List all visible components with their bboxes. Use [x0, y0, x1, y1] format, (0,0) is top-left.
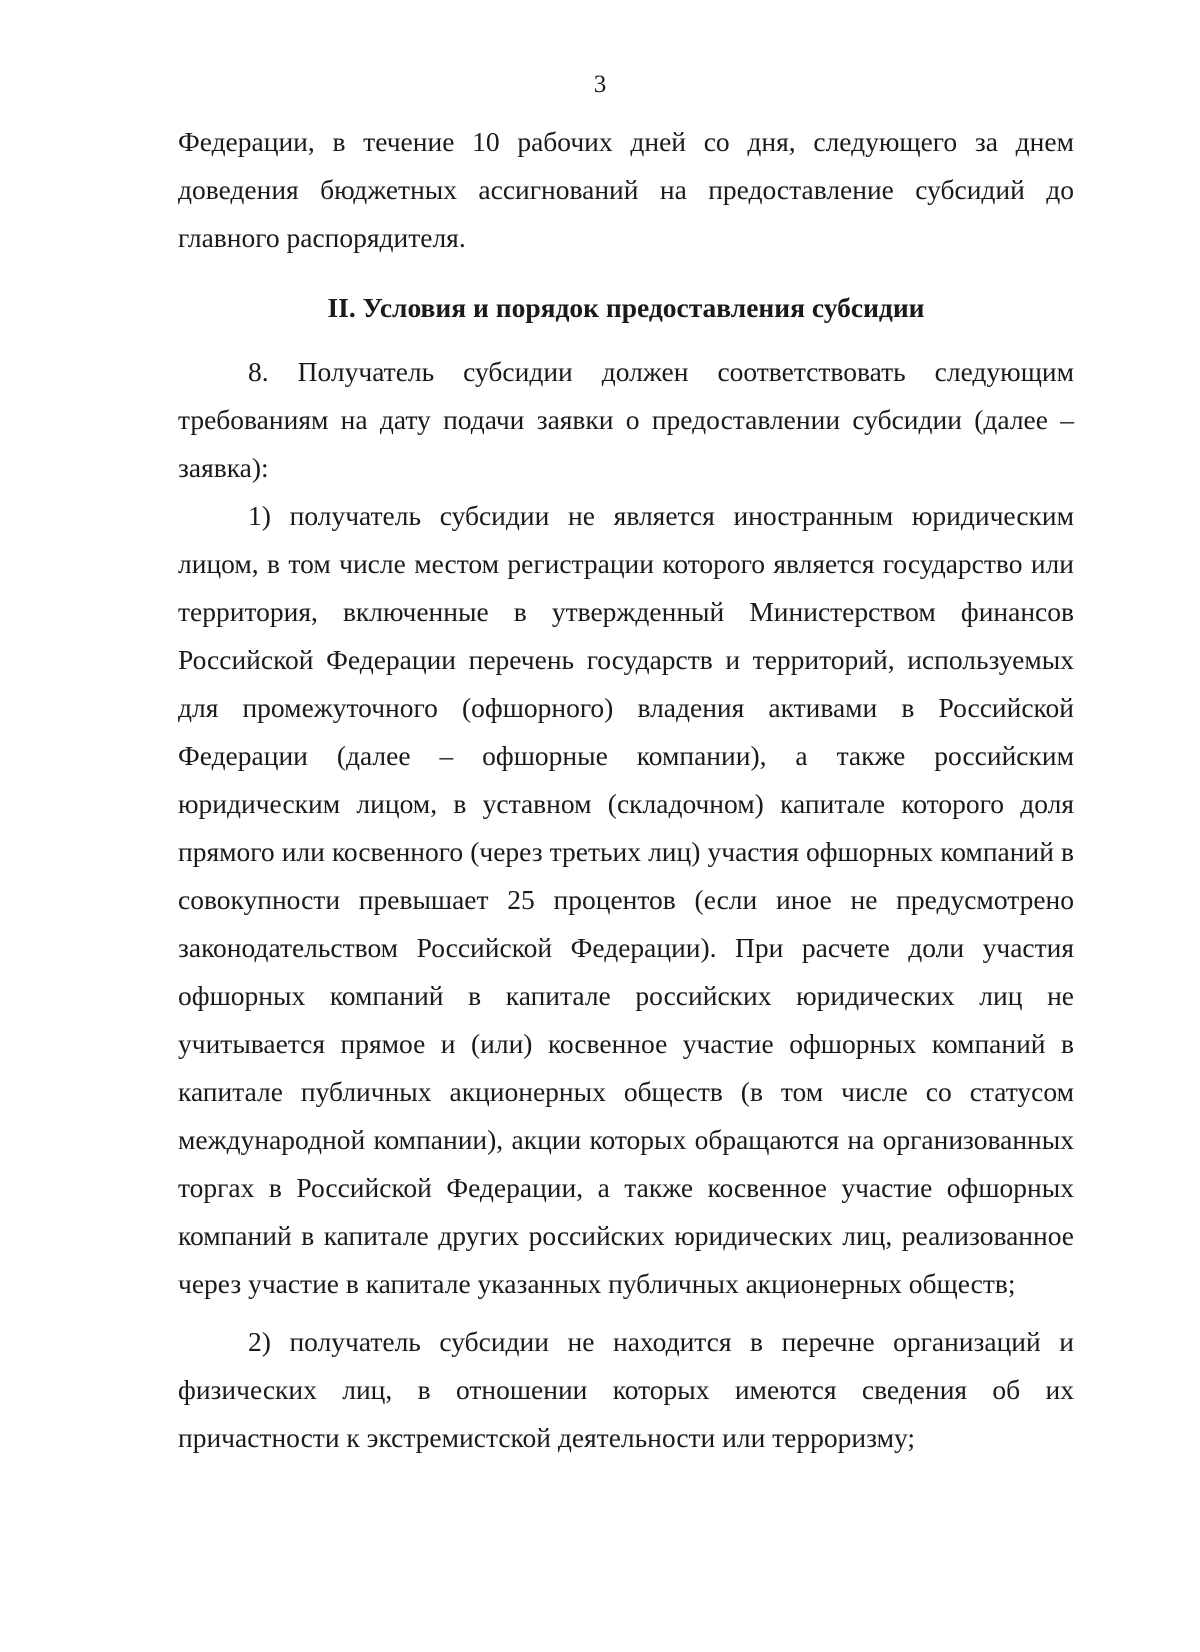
document-body — [178, 118, 1074, 1462]
paragraph-subitem-2: 2) получатель субсидии не находится в перечне организаций и физических лиц, в отношении которых имеются сведения об их причастности к экстремистской деятельности или терроризму; — [178, 1326, 1074, 1453]
paragraph-item-8: 8. Получатель субсидии должен соответствовать следующим требованиям на дату подачи заявки о предоставлении субсидии (далее – заявка): — [178, 356, 1074, 483]
paragraph-subitem-1: 1) получатель субсидии не является иностранным юридическим лицом, в том числе местом регистрации которого является государство или территория, включенные в утвержденный Министерством финансов Российской Федерации перечень государств и территорий, используемых для промежуточного (офшорного) владения активами в Российской Федерации (далее – офшорные компании), а также российским юридическим лицом, в уставном (складочном) капитале которого доля прямого или косвенного (через третьих лиц) участия офшорных компаний в совокупности превышает 25 процентов (если иное не предусмотрено законодательством Российской Федерации). При расчете доли участия офшорных компаний в капитале российских юридических лиц не учитывается прямое и (или) косвенное участие офшорных компаний в капитале публичных акционерных обществ (в том числе со статусом международной компании), акции которых обращаются на организованных торгах в Российской Федерации, а также косвенное участие офшорных компаний в капитале других российских юридических лиц, реализованное через участие в капитале указанных публичных акционерных обществ; — [178, 500, 1074, 1299]
page-number: 3 — [593, 71, 607, 98]
section-heading: II. Условия и порядок предоставления субсидии — [327, 292, 925, 323]
intro-paragraph: Федерации, в течение 10 рабочих дней со дня, следующего за днем доведения бюджетных ассигнований на предоставление субсидий до главного распорядителя. — [178, 126, 1074, 253]
